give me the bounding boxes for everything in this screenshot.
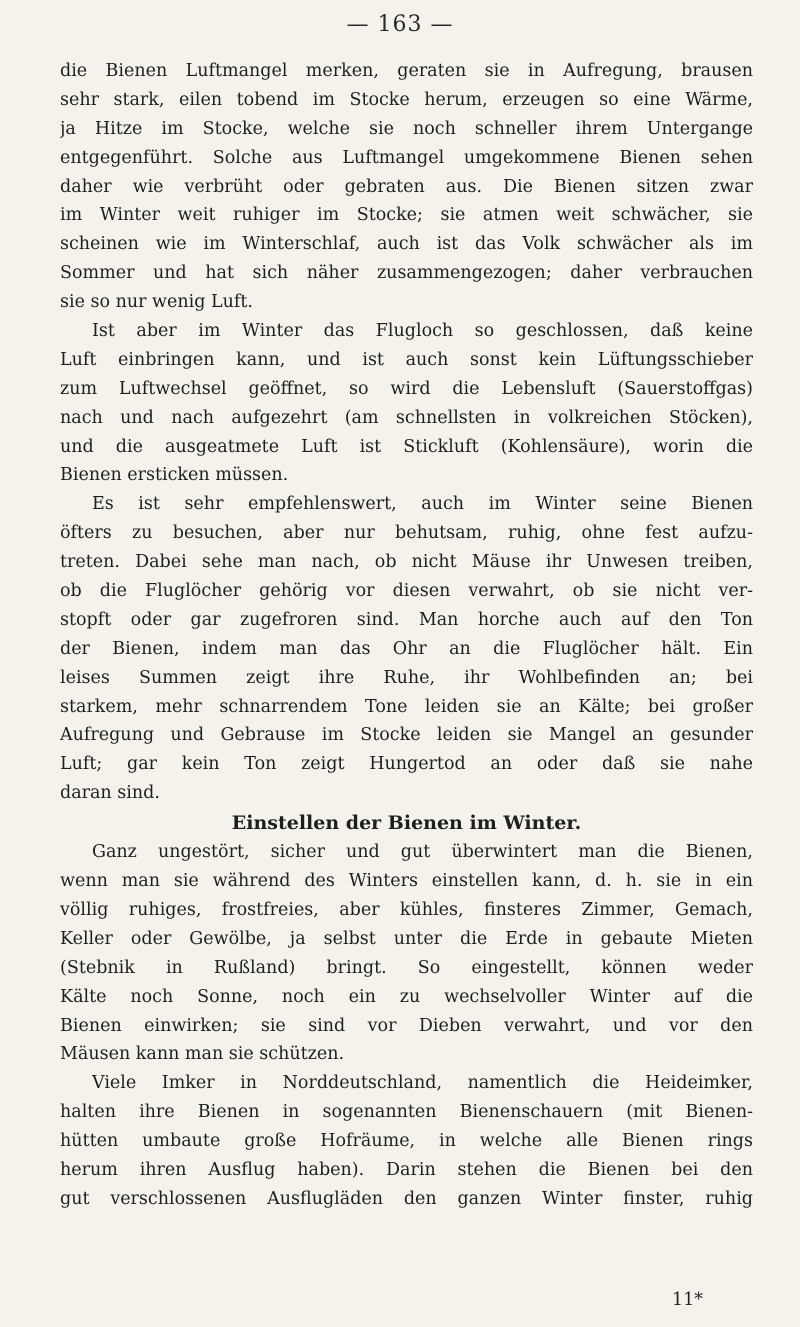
text-line: und die ausgeatmete Luft ist Stickluft (Kohlensäure), worin die — [60, 436, 753, 457]
text-line: daher wie verbrüht oder gebraten aus. Die Bienen sitzen zwar — [60, 176, 753, 197]
text-line: gut verschlossenen Ausflugläden den ganzen Winter finster, ruhig — [60, 1188, 753, 1209]
text-line: daran sind. — [60, 783, 160, 804]
paragraph-1 — [60, 57, 753, 317]
text-line: Mäusen kann man sie schützen. — [60, 1044, 345, 1065]
paragraph-5 — [60, 1069, 753, 1213]
text-line: hütten umbaute große Hofräume, in welche alle Bienen rings — [60, 1131, 753, 1152]
text-line: Ganz ungestört, sicher und gut überwintert man die Bienen, — [92, 842, 753, 863]
text-line: treten. Dabei sehe man nach, ob nicht Mäuse ihr Unwesen treiben, — [60, 552, 753, 573]
text-line: ja Hitze im Stocke, welche sie noch schneller ihrem Untergange — [60, 118, 753, 139]
paragraph-2 — [60, 317, 753, 490]
text-line: zum Luftwechsel geöffnet, so wird die Lebensluft (Sauerstoffgas) — [60, 378, 753, 399]
text-line: Viele Imker in Norddeutschland, namentlich die Heideimker, — [92, 1073, 753, 1094]
text-line: stopft oder gar zugefroren sind. Man horche auch auf den Ton — [60, 609, 753, 630]
text-line: scheinen wie im Winterschlaf, auch ist das Volk schwächer als im — [60, 234, 753, 255]
text-line: ob die Fluglöcher gehörig vor diesen verwahrt, ob sie nicht ver- — [60, 581, 753, 602]
text-line: öfters zu besuchen, aber nur behutsam, ruhig, ohne fest aufzu- — [60, 523, 753, 544]
text-line: Keller oder Gewölbe, ja selbst unter die Erde in gebaute Mieten — [60, 928, 753, 949]
paragraph-4 — [60, 838, 753, 1069]
section-heading: Einstellen der Bienen im Winter. — [231, 812, 582, 835]
text-line: nach und nach aufgezehrt (am schnellsten in volkreichen Stöcken), — [60, 407, 753, 428]
text-line: sie so nur wenig Luft. — [60, 292, 253, 313]
body-text — [60, 57, 753, 1214]
text-line: wenn man sie während des Winters einstellen kann, d. h. sie in ein — [60, 871, 753, 892]
text-line: Bienen einwirken; sie sind vor Dieben verwahrt, und vor den — [60, 1015, 753, 1036]
text-line: Bienen ersticken müssen. — [60, 465, 289, 486]
text-line: völlig ruhiges, frostfreies, aber kühles, finsteres Zimmer, Gemach, — [60, 899, 753, 920]
text-line: Luft einbringen kann, und ist auch sonst kein Lüftungsschieber — [60, 349, 753, 370]
text-line: entgegenführt. Solche aus Luftmangel umgekommene Bienen sehen — [60, 147, 753, 168]
paragraph-3 — [60, 490, 753, 808]
text-line: die Bienen Luftmangel merken, geraten sie in Aufregung, brausen — [60, 61, 753, 81]
text-line: der Bienen, indem man das Ohr an die Fluglöcher hält. Ein — [60, 638, 753, 659]
text-line: Kälte noch Sonne, noch ein zu wechselvoller Winter auf die — [60, 986, 753, 1007]
text-line: halten ihre Bienen in sogenannten Bienenschauern (mit Bienen- — [60, 1102, 753, 1123]
text-line: Sommer und hat sich näher zusammengezogen; daher verbrauchen — [60, 263, 753, 284]
text-line: Aufregung und Gebrause im Stocke leiden sie Mangel an gesunder — [60, 725, 753, 746]
signature-mark: 11* — [672, 1290, 704, 1310]
text-line: Ist aber im Winter das Flugloch so geschlossen, daß keine — [92, 321, 753, 342]
text-line: herum ihren Ausflug haben). Darin stehen die Bienen bei den — [60, 1159, 753, 1180]
text-line: im Winter weit ruhiger im Stocke; sie atmen weit schwächer, sie — [60, 205, 753, 226]
page-number: — 163 — — [346, 12, 454, 37]
text-line: Luft; gar kein Ton zeigt Hungertod an oder daß sie nahe — [60, 754, 753, 775]
text-line: starkem, mehr schnarrendem Tone leiden sie an Kälte; bei großer — [60, 696, 753, 717]
text-line: sehr stark, eilen tobend im Stocke herum, erzeugen so eine Wärme, — [60, 89, 753, 110]
text-line: (Stebnik in Rußland) bringt. So eingestellt, können weder — [60, 957, 753, 978]
text-line: leises Summen zeigt ihre Ruhe, ihr Wohlbefinden an; bei — [60, 667, 753, 688]
text-line: Es ist sehr empfehlenswert, auch im Winter seine Bienen — [92, 494, 753, 515]
